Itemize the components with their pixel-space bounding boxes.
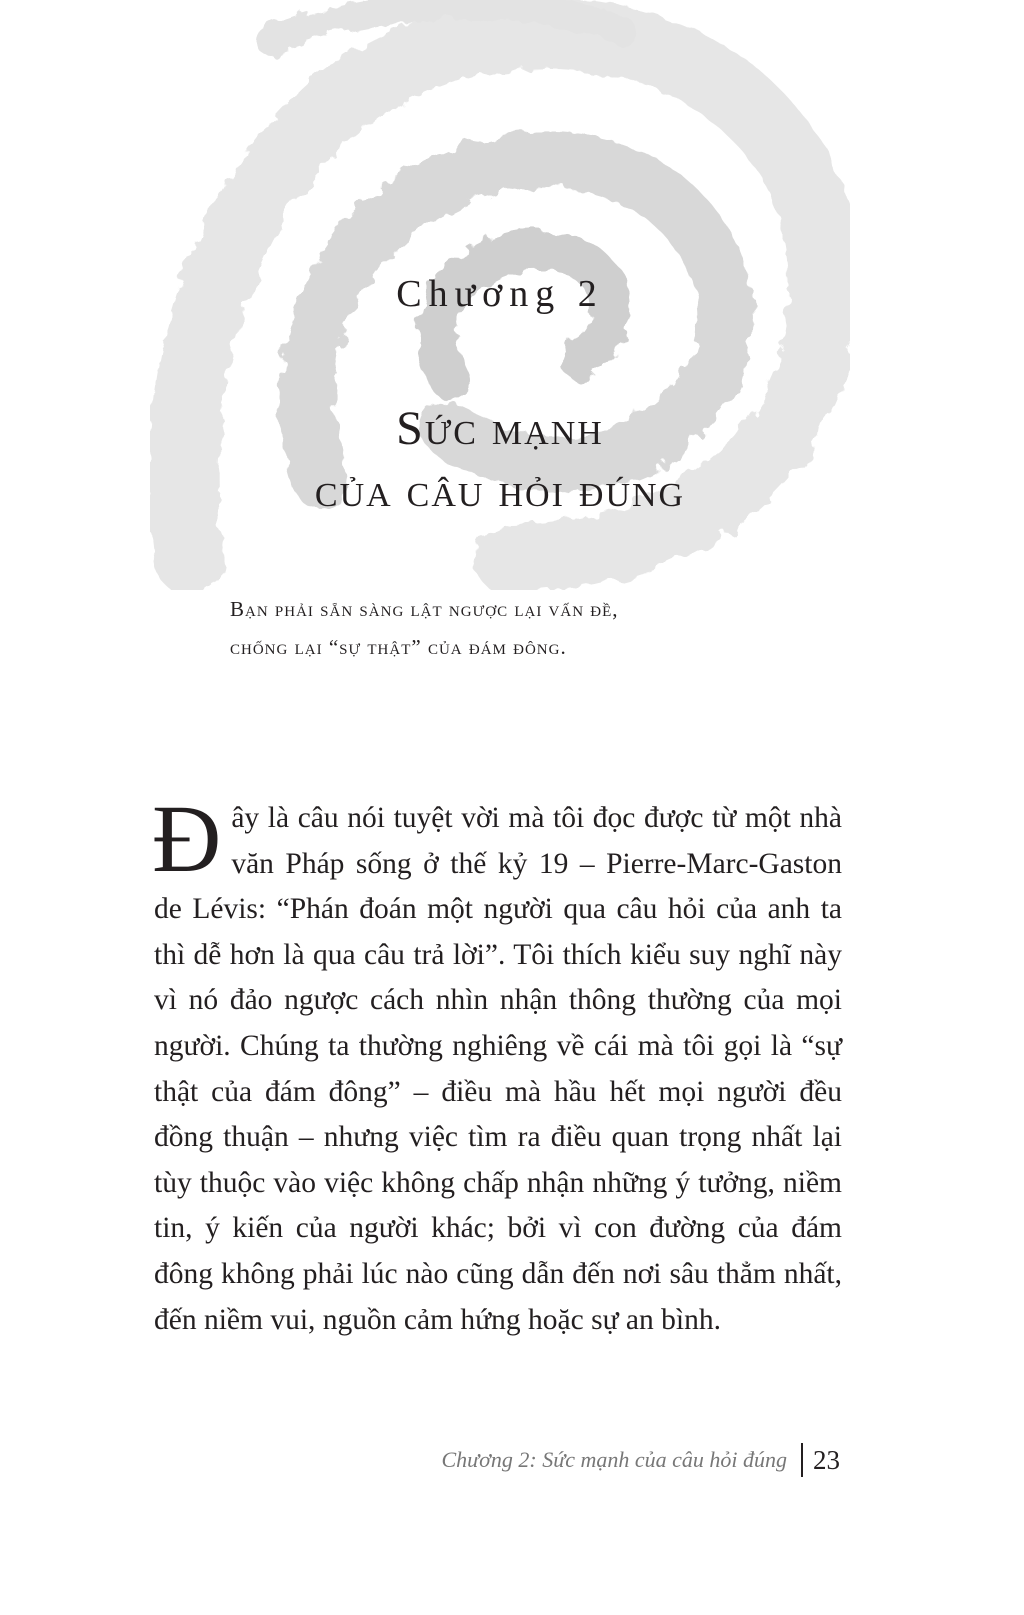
chapter-title-line-1: Sức mạnh [396,402,604,455]
page-footer [441,1442,840,1478]
body-paragraph-text: ây là câu nói tuyệt vời mà tôi đọc được từ một nhà văn Pháp sống ở thế kỷ 19 – Pierre-Marc-Gaston de Lévis: “Phán đoán một người qua câu hỏi của anh ta thì dễ hơn là qua câu trả lời”. Tôi thích kiểu suy nghĩ này vì nó đảo ngược cách nhìn nhận thông thường của mọi người. Chúng ta thường nghiêng về cái mà tôi gọi là “sự thật của đám đông” – điều mà hầu hết mọi người đều đồng thuận – nhưng việc tìm ra điều quan trọng nhất lại tùy thuộc vào việc không chấp nhận những ý tưởng, niềm tin, ý kiến của người khác; bởi vì con đường của đám đông không phải lúc nào cũng dẫn đến nơi sâu thẳm nhất, đến niềm vui, nguồn cảm hứng hoặc sự an bình. [154,802,842,1336]
epigraph-line-2: chống lại “sự thật” của đám đông. [230,635,567,659]
epigraph [230,590,790,666]
chapter-title-line-2: của câu hỏi đúng [314,464,686,517]
chapter-label: Chương 2 [396,273,604,315]
body-paragraph [152,785,842,1343]
epigraph-line-1: Bạn phải sẵn sàng lật ngược lại vấn đề, [230,597,619,621]
drop-cap: Đ [152,785,222,892]
running-head: Chương 2: Sức mạnh của câu hỏi đúng [441,1447,787,1472]
page-number: 23 [813,1444,840,1475]
footer-divider [801,1443,803,1477]
chapter-title [0,398,1000,522]
